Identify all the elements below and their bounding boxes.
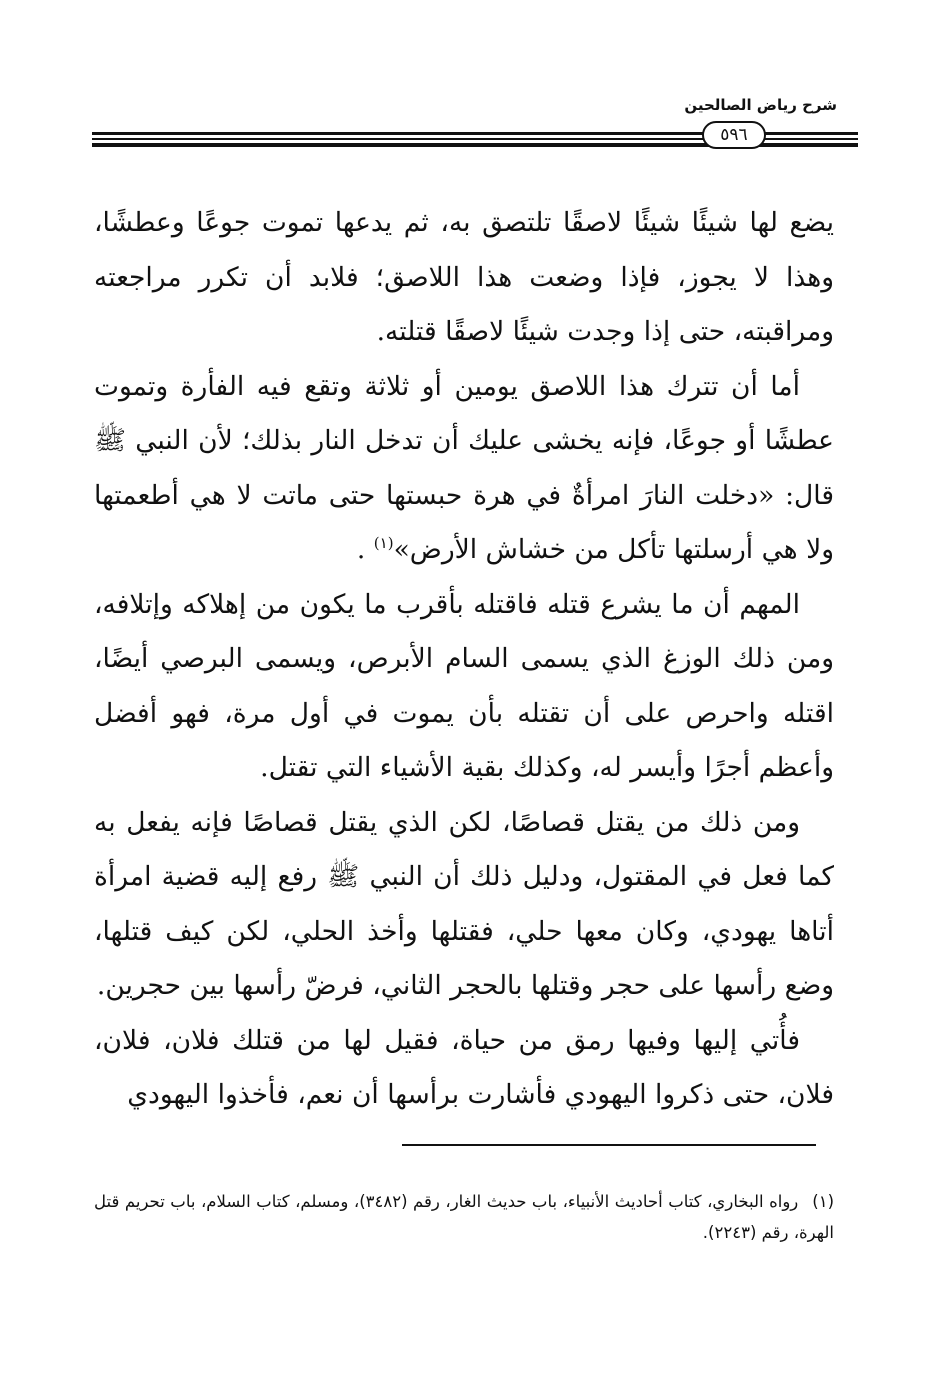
paragraph: المهم أن ما يشرع قتله فاقتله بأقرب ما يكون من إهلاكه وإتلافه، ومن ذلك الوزغ الذي يسمى السام الأبرص، ويسمى البرصي أيضًا، اقتله واحرص على أن تقتله بأن يموت في أول مرة، فهو أفضل وأعظم أجرًا وأيسر له، وكذلك بقية الأشياء التي تقتل.: [94, 588, 834, 783]
body-text: [94, 196, 834, 1123]
paragraph: ومن ذلك من يقتل قصاصًا، لكن الذي يقتل قصاصًا فإنه يفعل به كما فعل في المقتول، ودليل ذلك أن النبي ﷺ رفع إليه قضية امرأة أتاها يهودي، وكان معها حلي، فقتلها وأخذ الحلي، لكن كيف قتلها، وضع رأسها على حجر وقتلها بالحجر الثاني، فرضّ رأسها بين حجرين.: [94, 806, 834, 1001]
paragraph-end: .: [356, 534, 366, 565]
paragraph: فأُتي إليها وفيها رمق من حياة، فقيل لها من قتلك فلان، فلان، فلان، حتى ذكروا اليهودي فأشارت برأسها أن نعم، فأخذوا اليهودي: [94, 1024, 834, 1110]
footnote: [94, 1186, 834, 1248]
footnote-text: رواه البخاري، كتاب أحاديث الأنبياء، باب حديث الغار، رقم (٣٤٨٢)، ومسلم، كتاب السلام، باب تحريم قتل الهرة، رقم (٢٢٤٣).: [94, 1192, 834, 1242]
footnote-number: (١): [812, 1192, 835, 1211]
paragraph: يضع لها شيئًا شيئًا لاصقًا تلتصق به، ثم يدعها تموت جوعًا وعطشًا، وهذا لا يجوز، فإذا وضعت هذا اللاصق؛ فلابد أن تكرر مراجعته ومراقبته، حتى إذا وجدت شيئًا لاصقًا قتلته.: [94, 207, 834, 347]
paragraph-text: أما أن تترك هذا اللاصق يومين أو ثلاثة وتقع فيه الفأرة وتموت عطشًا أو جوعًا، فإنه يخشى عليك أن تدخل النار بذلك؛ لأن النبي ﷺ قال: «دخلت النارَ امرأةٌ في هرة حبستها حتى ماتت لا هي أطعمتها ولا هي أرسلتها تأكل من خشاش الأرض»: [94, 370, 834, 565]
footnote-separator: [402, 1144, 816, 1146]
paragraph: [94, 360, 834, 578]
running-title: شرح رياض الصالحين: [684, 96, 837, 114]
page-number: ٥٩٦: [702, 121, 766, 149]
footnote-reference: (١): [373, 534, 394, 553]
